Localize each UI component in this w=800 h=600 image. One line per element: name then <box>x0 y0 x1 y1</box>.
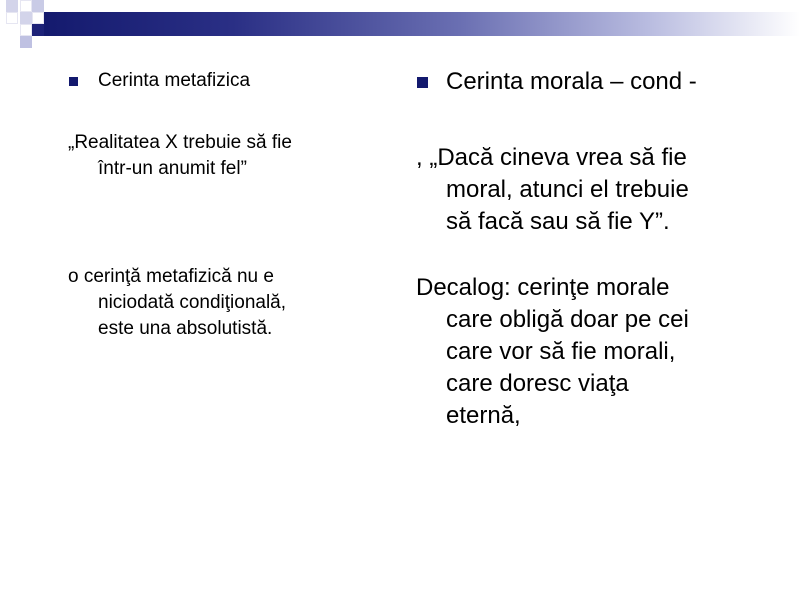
decor-square <box>20 24 32 36</box>
left-note-line2: niciodată condiţională, <box>98 292 287 313</box>
square-bullet-icon <box>69 77 78 86</box>
right-quote-line3: să facă sau să fie Y”. <box>446 208 670 235</box>
left-note-line1: o cerinţă metafizică nu e <box>68 266 274 287</box>
left-quote-line1: „Realitatea X trebuie să fie <box>68 132 292 153</box>
decor-square <box>6 12 18 24</box>
decor-square <box>20 36 32 48</box>
right-quote-line2: moral, atunci el trebuie <box>446 176 689 203</box>
right-quote <box>416 142 786 238</box>
right-decalog-line5: eternă, <box>446 402 521 429</box>
right-heading <box>416 66 786 98</box>
left-quote-line2: într-un anumit fel” <box>98 158 247 179</box>
decor-square <box>6 0 18 12</box>
right-decalog-line3: care vor să fie morali, <box>446 338 676 365</box>
right-decalog-line4: care doresc viaţa <box>446 370 629 397</box>
right-heading-text: Cerinta morala – cond - <box>446 68 697 95</box>
right-decalog-line2: care obligă doar pe cei <box>446 306 689 333</box>
decor-square <box>32 24 44 36</box>
square-bullet-icon <box>417 77 428 88</box>
decor-square <box>20 0 32 12</box>
decor-square <box>20 12 32 24</box>
left-column <box>68 60 378 342</box>
right-column <box>416 60 786 432</box>
left-heading <box>68 68 378 94</box>
decor-square <box>32 0 44 12</box>
right-quote-line1: , „Dacă cineva vrea să fie <box>416 144 687 171</box>
left-heading-text: Cerinta metafizica <box>98 70 251 91</box>
right-decalog-line1: Decalog: cerinţe morale <box>416 274 670 301</box>
left-quote <box>68 130 378 182</box>
decor-square <box>32 12 44 24</box>
left-note <box>68 264 378 342</box>
header-gradient-bar <box>44 12 800 36</box>
left-note-line3: este una absolutistă. <box>98 318 273 339</box>
right-decalog <box>416 272 786 432</box>
